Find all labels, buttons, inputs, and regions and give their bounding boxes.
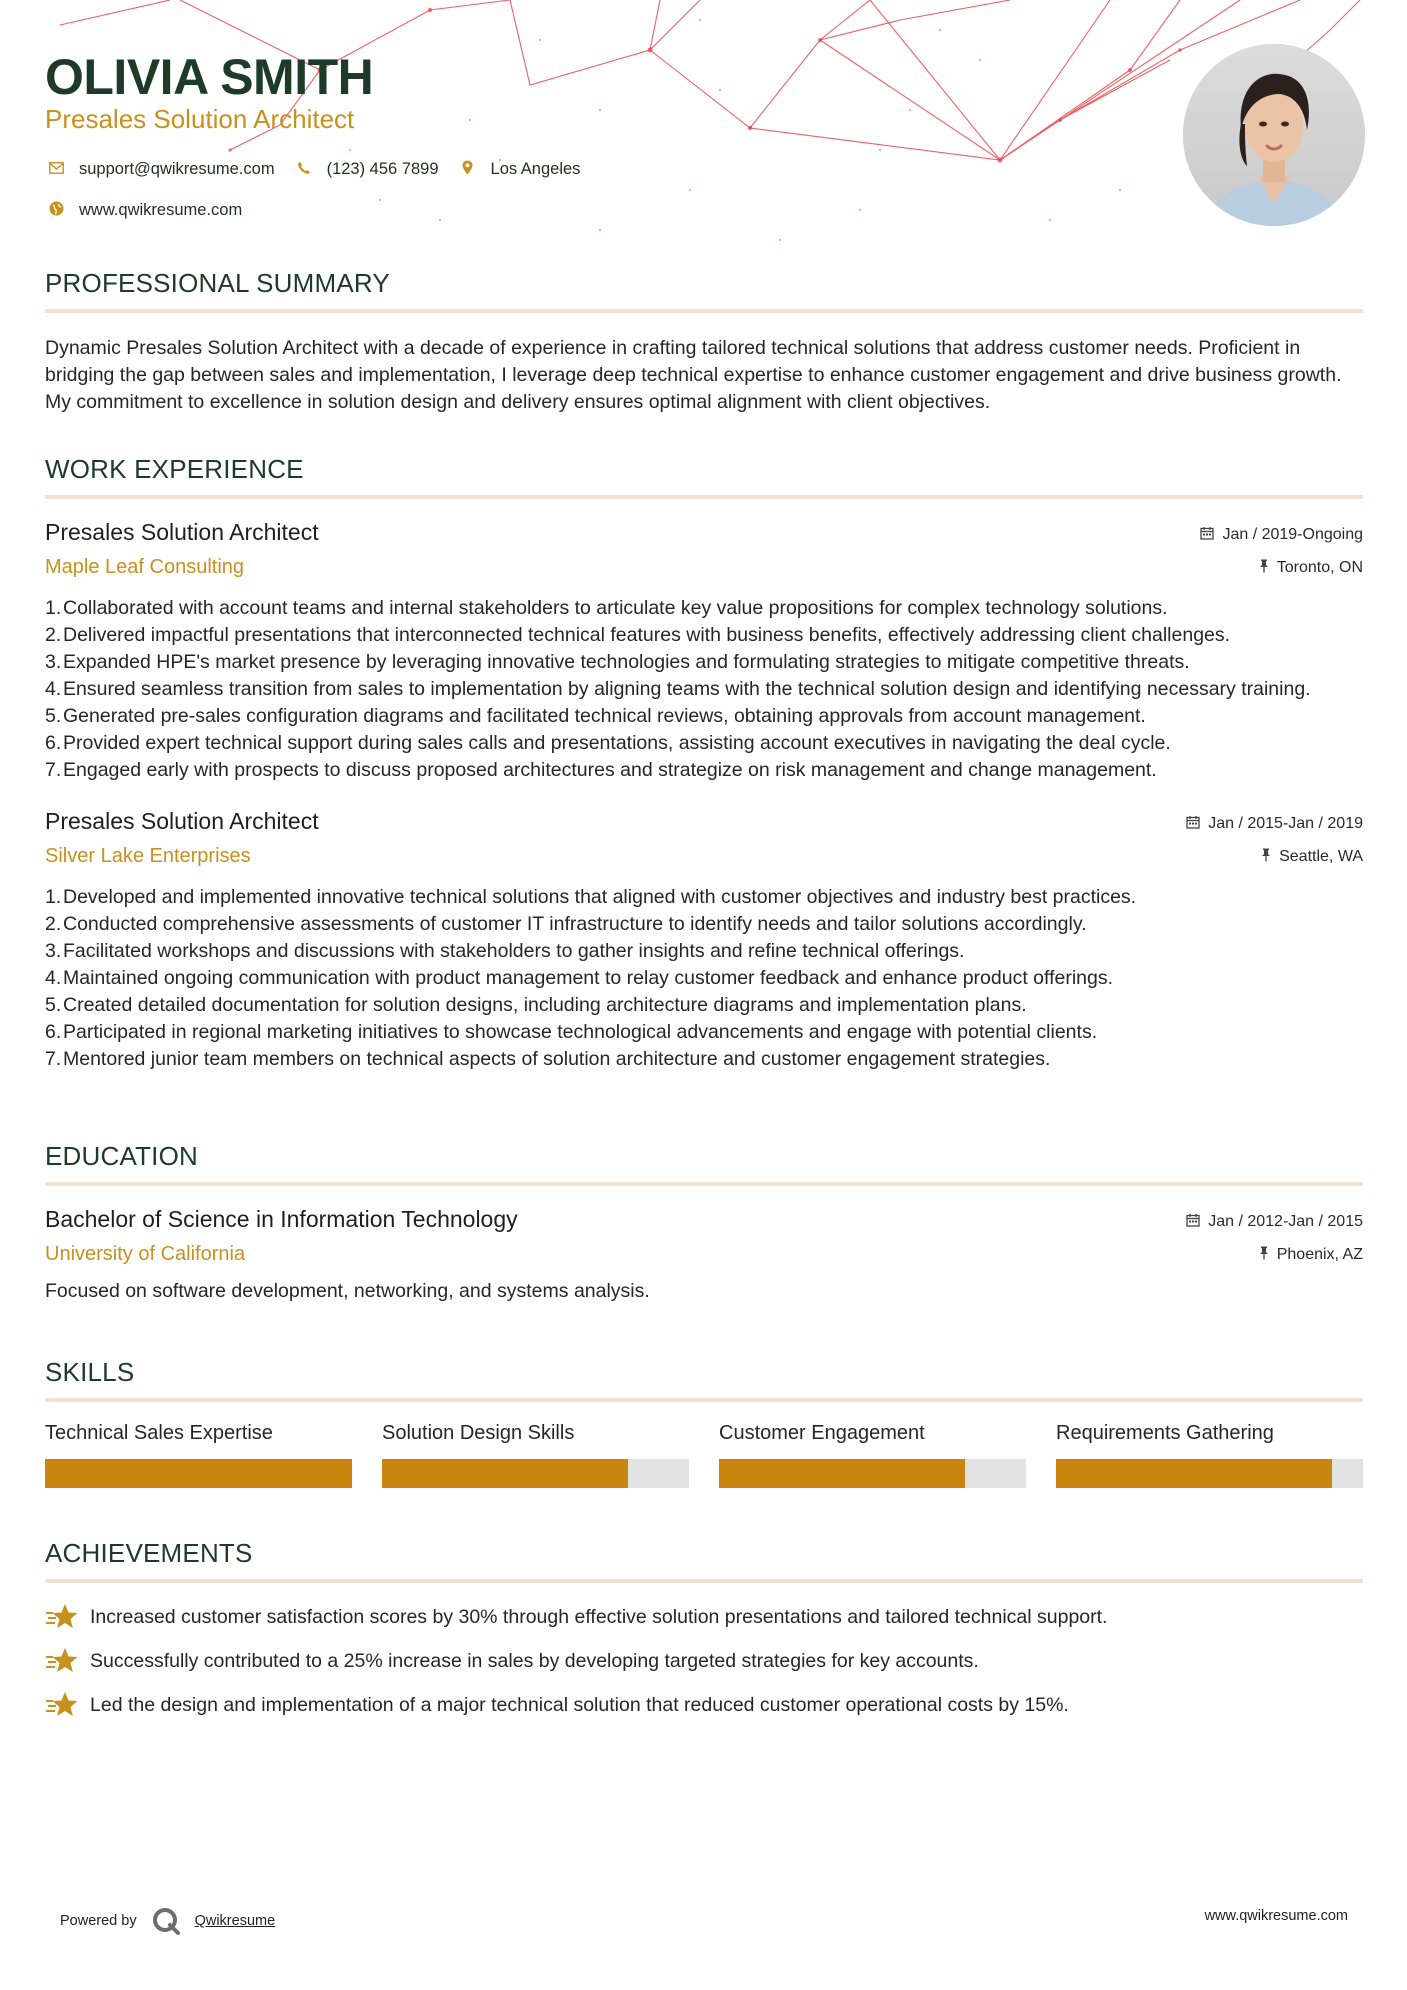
experience-section (45, 454, 1363, 1073)
skill-bar (719, 1459, 1026, 1488)
achievement-text: Increased customer satisfaction scores by 30% through effective solution presentations and tailored technical support. (90, 1605, 1108, 1628)
globe-icon (45, 201, 67, 220)
skill-bar-fill (45, 1459, 352, 1488)
experience-heading: WORK EXPERIENCE (45, 454, 304, 484)
calendar-icon (1186, 1213, 1200, 1230)
skill-item (45, 1422, 352, 1488)
education-section (45, 1141, 1363, 1305)
skill-name: Requirements Gathering (1056, 1422, 1274, 1444)
company-name: Silver Lake Enterprises (45, 845, 251, 867)
candidate-role: Presales Solution Architect (45, 104, 355, 134)
job-location (1259, 559, 1363, 577)
achievements-list (45, 1595, 1363, 1727)
skill-bar-fill (382, 1459, 628, 1488)
skills-heading: SKILLS (45, 1357, 135, 1387)
calendar-icon (1186, 815, 1200, 832)
education-date-text: Jan / 2012-Jan / 2015 (1208, 1212, 1363, 1230)
section-divider (45, 1182, 1363, 1186)
job-entry-2 (45, 808, 1363, 1073)
achievement-text: Led the design and implementation of a major technical solution that reduced customer operational costs by 15%. (90, 1693, 1069, 1716)
achievement-item (45, 1639, 1363, 1683)
footer-url-link[interactable]: www.qwikresume.com (1204, 1908, 1348, 1924)
qwikresume-logo-icon (151, 1906, 181, 1936)
skill-name: Customer Engagement (719, 1422, 925, 1444)
job-bullets (45, 595, 1363, 784)
contact-row (45, 160, 598, 179)
job-bullets (45, 884, 1363, 1073)
phone-icon (293, 161, 315, 179)
location-text: Los Angeles (490, 160, 581, 178)
list-item: 5. Generated pre-sales configuration diagrams and facilitated technical reviews, obtaining approvals from account management. (45, 705, 1146, 727)
school-name: University of California (45, 1243, 246, 1265)
list-item: 6. Provided expert technical support during sales calls and presentations, assisting account executives in navigating the deal cycle. (45, 732, 1171, 754)
skill-item (1056, 1422, 1363, 1488)
education-entry (45, 1206, 1363, 1305)
section-divider (45, 495, 1363, 499)
contact-email[interactable] (45, 160, 275, 179)
list-item: 7. Mentored junior team members on technical aspects of solution architecture and customer engagement strategies. (45, 1048, 1051, 1070)
job-entry-1 (45, 519, 1363, 784)
section-divider (45, 1579, 1363, 1583)
website-text: www.qwikresume.com (79, 201, 243, 219)
company-name: Maple Leaf Consulting (45, 556, 245, 578)
skill-bar-fill (719, 1459, 965, 1488)
skills-list (45, 1422, 1363, 1488)
skill-name: Technical Sales Expertise (45, 1422, 273, 1444)
candidate-name: OLIVIA SMITH (45, 49, 374, 105)
achievement-item (45, 1683, 1363, 1727)
section-divider (45, 309, 1363, 313)
contact-location (457, 160, 581, 179)
skill-item (719, 1422, 1026, 1488)
page-footer (60, 1898, 1348, 1934)
degree-title: Bachelor of Science in Information Technology (45, 1206, 518, 1232)
job-title: Presales Solution Architect (45, 519, 319, 545)
education-heading: EDUCATION (45, 1141, 198, 1171)
star-icon (45, 1602, 79, 1632)
contact-row-website (45, 201, 260, 220)
list-item: 2. Delivered impactful presentations that interconnected technical features with business benefits, effectively addressing client challenges. (45, 624, 1231, 646)
job-location-text: Toronto, ON (1276, 558, 1363, 576)
profile-photo-illustration (1183, 44, 1365, 226)
summary-section (45, 268, 1363, 416)
skill-bar (382, 1459, 689, 1488)
section-divider (45, 1398, 1363, 1402)
achievement-item (45, 1595, 1363, 1639)
list-item: 1. Collaborated with account teams and internal stakeholders to articulate key value propositions for complex technology solutions. (45, 597, 1168, 619)
skills-section (45, 1357, 1363, 1488)
summary-text: Dynamic Presales Solution Architect with a decade of experience in crafting tailored technical solutions that address customer needs. Proficient in bridging the gap between sales and implementation, I leverage deep technical expertise to enhance customer engagement and drive business growth. My commitment to excellence in solution design and delivery ensures optimal alignment with client objectives. (45, 337, 1342, 413)
job-date (1186, 815, 1363, 833)
education-location-text: Phoenix, AZ (1276, 1245, 1363, 1263)
list-item: 4. Maintained ongoing communication with product management to relay customer feedback and enhance product offerings. (45, 967, 1114, 989)
achievement-text: Successfully contributed to a 25% increase in sales by developing targeted strategies for key accounts. (90, 1649, 979, 1672)
list-item: 4. Ensured seamless transition from sales to implementation by aligning teams with the technical solution design and identifying necessary training. (45, 678, 1311, 700)
skill-bar (45, 1459, 352, 1488)
contact-website[interactable] (45, 201, 242, 220)
brand-link[interactable]: Qwikresume (194, 1913, 276, 1929)
calendar-icon (1200, 526, 1214, 543)
job-title: Presales Solution Architect (45, 808, 319, 834)
profile-photo (1183, 44, 1365, 226)
email-text: support@qwikresume.com (79, 160, 275, 178)
job-date-text: Jan / 2019-Ongoing (1222, 525, 1363, 543)
list-item: 5. Created detailed documentation for solution designs, including architecture diagrams and implementation plans. (45, 994, 1027, 1016)
job-location (1261, 848, 1363, 866)
job-date (1200, 526, 1363, 544)
achievements-section (45, 1538, 1363, 1727)
education-description: Focused on software development, networking, and systems analysis. (45, 1280, 650, 1302)
summary-heading: PROFESSIONAL SUMMARY (45, 268, 390, 298)
contact-phone[interactable] (293, 160, 439, 179)
skill-item (382, 1422, 689, 1488)
education-date (1186, 1213, 1363, 1231)
phone-text: (123) 456 7899 (326, 160, 439, 178)
list-item: 1. Developed and implemented innovative technical solutions that aligned with customer objectives and industry best practices. (45, 886, 1137, 908)
skill-bar-fill (1056, 1459, 1332, 1488)
list-item: 7. Engaged early with prospects to discuss proposed architectures and strategize on risk management and change management. (45, 759, 1157, 781)
envelope-icon (45, 161, 67, 178)
list-item: 3. Facilitated workshops and discussions with stakeholders to gather insights and refine technical offerings. (45, 940, 965, 962)
list-item: 2. Conducted comprehensive assessments of customer IT infrastructure to identify needs and tailor solutions accordingly. (45, 913, 1087, 935)
skill-name: Solution Design Skills (382, 1422, 575, 1444)
pushpin-icon (1259, 1246, 1269, 1263)
star-icon (45, 1690, 79, 1720)
achievements-heading: ACHIEVEMENTS (45, 1538, 253, 1568)
resume-page (45, 0, 1363, 1727)
job-date-text: Jan / 2015-Jan / 2019 (1208, 814, 1363, 832)
pushpin-icon (1259, 559, 1269, 576)
job-location-text: Seattle, WA (1279, 847, 1363, 865)
star-icon (45, 1646, 79, 1676)
powered-by (60, 1906, 275, 1936)
list-item: 6. Participated in regional marketing initiatives to showcase technological advancements and engage with potential clients. (45, 1021, 1098, 1043)
pushpin-icon (1261, 848, 1271, 865)
education-location (1259, 1246, 1363, 1264)
skill-bar (1056, 1459, 1363, 1488)
resume-header (45, 0, 1363, 262)
list-item: 3. Expanded HPE's market presence by leveraging innovative technologies and formulating strategies to mitigate competitive threats. (45, 651, 1190, 673)
map-pin-icon (457, 160, 479, 179)
powered-by-text: Powered by (60, 1913, 137, 1929)
